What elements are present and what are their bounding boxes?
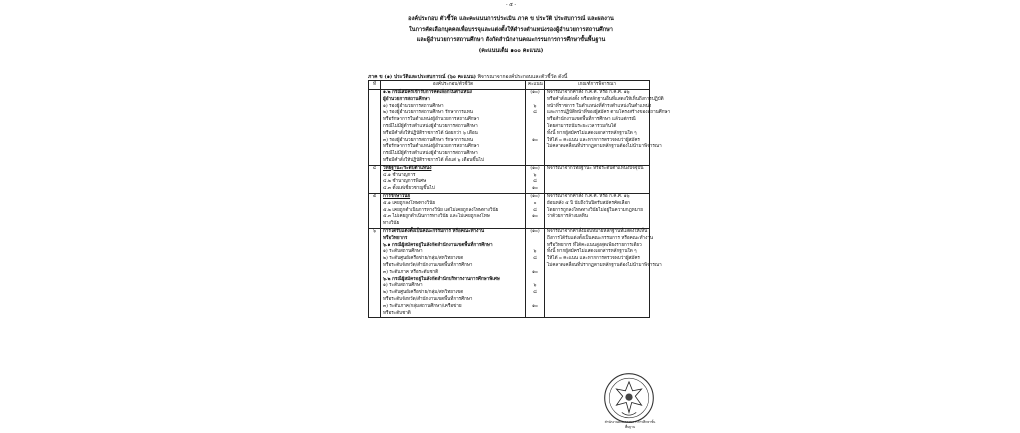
component-line: ๑) ระดับสถานศึกษา (383, 283, 423, 289)
table-row (369, 228, 650, 317)
component-cell (381, 228, 526, 317)
seal-caption: สำนักงานคณะกรรมการการศึกษาขั้นพื้นฐาน (604, 420, 656, 429)
criteria-line (547, 151, 647, 158)
component-line: หรือรักษาการในตำแหน่งผู้อำนวยการสถานศึกษา (383, 117, 480, 123)
criteria-line (547, 277, 647, 284)
criteria-line: ย้อนหลัง ๕ ปี นับถึงวันปิดรับสมัครคัดเลือก (547, 200, 630, 206)
component-line: ๓) ระดับภาค/กลุ่มสถานศึกษา/เครือข่าย (383, 303, 462, 309)
header-criteria: เกณฑ์การพิจารณา (545, 81, 650, 90)
criteria-line: หรือวิทยากร ที่ได้คะแนนสูงสุดเพียงรายการเดียว (547, 242, 642, 248)
header-no: ที่ (369, 81, 381, 90)
component-line: ๖.๒ กรณีผู้สมัครอยู่ในสังกัดสำนักบริหารงานการศึกษาพิเศษ (383, 276, 500, 282)
heading-line: (คะแนนเต็ม ๑๐๐ คะแนน) (478, 47, 544, 54)
score-value: (๑๐) (530, 90, 540, 95)
criteria-line: ทั้งนี้ หากผู้สมัครไม่แสดงเอกสารหลักฐานใด ๆ (547, 130, 637, 136)
component-line: หรือมีคำสั่งให้ปฏิบัติราชการได้ น้อยกว่า ๖ เดือน (383, 130, 478, 136)
score-value (528, 311, 542, 318)
component-line: กรณีไม่มีผู้ดำรงตำแหน่งผู้อำนวยการสถานศึกษา (383, 151, 478, 157)
component-line: หรือมีคำสั่งให้ปฏิบัติราชการได้ ตั้งแต่ ๖ เดือนขึ้นไป (383, 157, 484, 163)
criteria-line (547, 297, 647, 304)
score-value: ๐ (533, 200, 537, 206)
criteria-line (547, 283, 647, 290)
criteria-line: พิจารณาจากคำสั่ง ก.ค.ศ. หรือ ก.ค.ศ. ๑๖ (547, 90, 630, 95)
score-cell (526, 90, 545, 166)
criteria-line (547, 221, 647, 228)
heading-line: ในการคัดเลือกบุคคลเพื่อบรรจุและแต่งตั้งให้ดำรงตำแหน่งรองผู้อำนวยการสถานศึกษา (409, 26, 613, 33)
criteria-line: ว่าด้วยการล้างมลทิน (547, 214, 588, 220)
table-header-row (369, 81, 650, 90)
component-line: ๑) ระดับสถานศึกษา (383, 249, 423, 255)
criteria-line: ไม่คลาดเคลื่อนที่ปรากฏตามหลักฐานต้องไม่นำมาพิจารณา (547, 262, 662, 268)
component-line: ๔.๓ ตั้งแต่เชี่ยวชาญขึ้นไป (383, 186, 435, 192)
page-number: - ๕ - (505, 2, 517, 8)
component-line: ๓) ระดับภาค หรือระดับชาติ (383, 269, 439, 275)
criteria-cell (545, 193, 650, 228)
criteria-line: ถึงการได้รับแต่งตั้งเป็นคณะกรรมการ หรือคณะทำงาน (547, 235, 654, 241)
component-line: วิทยฐานะ/ระดับตำแหน่ง (383, 165, 432, 171)
criteria-line: พิจารณาจากวิทยฐานะ หรือระดับตำแหน่งปัจจุบัน (547, 165, 644, 171)
component-line: หรือระดับชาติ (383, 310, 411, 316)
score-value (528, 297, 542, 304)
criteria-line: ทั้งนี้ หากผู้สมัครไม่แสดงเอกสารหลักฐานใด ๆ (547, 249, 637, 255)
criteria-cell (545, 165, 650, 193)
score-cell (526, 228, 545, 317)
score-value (528, 151, 542, 158)
component-line: ๖.๑ กรณีผู้สมัครอยู่ในสังกัดสำนักงานเขตพื้นที่การศึกษา (383, 242, 493, 248)
heading-line: และผู้อำนวยการสถานศึกษา สังกัดสำนักงานคณะกรรมการการศึกษาขั้นพื้นฐาน (416, 37, 606, 44)
obec-seal-icon (602, 371, 656, 425)
component-line: หรือรักษาการในตำแหน่งผู้อำนวยการสถานศึกษา (383, 144, 480, 150)
criteria-line (547, 179, 647, 186)
score-value: ๘ (533, 290, 537, 296)
criteria-line: ให้ได้ ๐ คะแนน และหากการตรวจพบว่าผู้สมัคร (547, 256, 640, 262)
row-number: ๔ (369, 165, 381, 193)
criteria-line: ให้ได้ ๐ คะแนน และหากการตรวจพบว่าผู้สมัคร (547, 137, 640, 143)
score-value: ๘ (533, 179, 537, 185)
criteria-line: หน้าที่ราชการ ในตำแหน่งที่ดำรงตำแหน่งในตำแหน่ง (547, 103, 652, 109)
score-value: ๖ (533, 103, 537, 109)
score-value: ๑๐ (532, 303, 538, 309)
score-value (528, 124, 542, 131)
score-value (528, 236, 542, 243)
score-value (528, 131, 542, 138)
component-line: ๕.๓ ไม่เคยถูกดำเนินการทางวินัย และไม่เคยถูกลงโทษ (383, 214, 490, 220)
table-row (369, 165, 650, 193)
component-line: ทางวินัย (383, 221, 400, 227)
header-score: คะแนน (526, 81, 545, 90)
criteria-line (547, 270, 647, 277)
score-cell (526, 165, 545, 193)
component-line: ๑) รองผู้อำนวยการสถานศึกษา (383, 103, 444, 109)
score-value: ๖ (533, 249, 537, 255)
table-row (369, 90, 650, 166)
component-line: ๕.๑ เคยถูกลงโทษทางวินัย (383, 200, 436, 206)
component-line: ๒) ระดับศูนย์เครือข่าย/กลุ่ม/สหวิทยาเขต (383, 290, 464, 296)
criteria-cell (545, 228, 662, 317)
criteria-line (547, 290, 647, 297)
component-line: ๔.๒ ชำนาญการพิเศษ (383, 179, 427, 185)
heading-line: องค์ประกอบ ตัวชี้วัด และคะแนนการประเมิน ภาค ข ประวัติ ประสบการณ์ และผลงาน (408, 16, 614, 22)
score-value: ๖ (533, 283, 537, 289)
criteria-line (547, 311, 647, 318)
score-value: ๖ (533, 172, 537, 178)
table-row (369, 193, 650, 228)
document-heading (356, 14, 666, 56)
criteria-line: หรือคำสั่งแต่งตั้ง หรือหลักฐานอื่นที่แสดงให้เห็นถึงการปฏิบัติ (547, 96, 664, 102)
criteria-line: และการปฏิบัติหน้าที่ของผู้สมัคร ตามโครงสร้างของสถานศึกษา (547, 110, 671, 116)
score-value: ๑๐ (532, 186, 538, 192)
row-number (369, 90, 381, 166)
component-cell (381, 193, 526, 228)
row-number: ๖ (369, 228, 381, 317)
criteria-line: โดยการถูกลงโทษทางวินัยไม่อยู่ในความกฎหมาย (547, 207, 644, 213)
row-number: ๕ (369, 193, 381, 228)
criteria-line: โดยสามารถนับระยะเวลารวมกันได้ (547, 123, 617, 129)
score-value: ๑๐ (532, 214, 538, 220)
score-value: ๑๐ (532, 269, 538, 275)
component-line: การได้รับแต่งตั้งเป็นคณะกรรมการ หรือคณะทำงาน (383, 228, 485, 234)
score-value (528, 158, 542, 165)
component-line: ๒) ระดับศูนย์เครือข่าย/กลุ่ม/สหวิทยาเขต (383, 256, 464, 262)
score-cell (526, 193, 545, 228)
component-cell (381, 90, 526, 166)
score-value (528, 97, 542, 104)
score-value: ๘ (533, 207, 537, 213)
component-line: หรือวิทยากร (383, 235, 408, 241)
criteria-line: ไม่คลาดเคลื่อนที่ปรากฏตามหลักฐานต้องไม่นำมาพิจารณา (547, 144, 662, 150)
criteria-line (547, 304, 647, 311)
component-line: ๔.๑ ชำนาญการ (383, 172, 416, 178)
score-value: ๑๐ (532, 137, 538, 143)
score-value (528, 144, 542, 151)
subheading-bold: ภาค ข (๑) ประวัติและประสบการณ์ (๖๐ คะแนน) (368, 74, 477, 80)
component-line: การรักษาวินัย (383, 193, 411, 199)
component-cell (381, 165, 526, 193)
criteria-line (547, 158, 647, 165)
criteria-line: พิจารณาจากคำสั่งมอบหมายหลักฐานที่แสดงให้เห็น (547, 228, 648, 234)
criteria-line (547, 173, 647, 180)
criteria-line: หรือสำนักงานเขตพื้นที่การศึกษา แล้วแต่กรณี (547, 117, 636, 123)
criteria-cell (545, 90, 671, 166)
score-value: ๘ (533, 256, 537, 262)
criteria-table (368, 80, 671, 318)
component-line: หรือระดับจังหวัด/สำนักงานเขตพื้นที่การศึกษา (383, 296, 473, 302)
component-line: ผู้อำนวยการสถานศึกษา (383, 96, 430, 102)
header-component: องค์ประกอบ/ตัวชี้วัด (381, 81, 526, 90)
component-line: ๓) รองผู้อำนวยการสถานศึกษา รักษาการแทน (383, 137, 474, 143)
document-page (356, 0, 671, 433)
subheading-rest: พิจารณาจากองค์ประกอบและตัวชี้วัด ดังนี้ (476, 74, 568, 80)
component-line: กรณีไม่มีผู้ดำรงตำแหน่งผู้อำนวยการสถานศึกษา (383, 123, 478, 129)
component-line: ๕.๒ เคยถูกดำเนินการทางวินัย แต่ไม่เคยถูกลงโทษทางวินัย (383, 207, 499, 213)
score-value (528, 117, 542, 124)
score-value (528, 221, 542, 228)
component-line: ๒) รองผู้อำนวยการสถานศึกษา รักษาการแทน (383, 110, 473, 116)
score-value: (๑๐) (530, 165, 540, 171)
score-value (528, 263, 542, 270)
component-line: ๑.๒ กรณีสมัครเข้ารับการคัดเลือกในตำแหน่ง (383, 90, 472, 95)
component-line: หรือระดับจังหวัด/สำนักงานเขตพื้นที่การศึกษา (383, 262, 473, 268)
criteria-line (547, 186, 647, 193)
criteria-line: พิจารณาจากคำสั่ง ก.ค.ศ. หรือ ก.ค.ศ. ๑๖ (547, 193, 630, 199)
score-value: (๑๐) (530, 228, 540, 234)
score-value: (๑๐) (530, 193, 540, 199)
score-value: ๘ (533, 110, 537, 116)
